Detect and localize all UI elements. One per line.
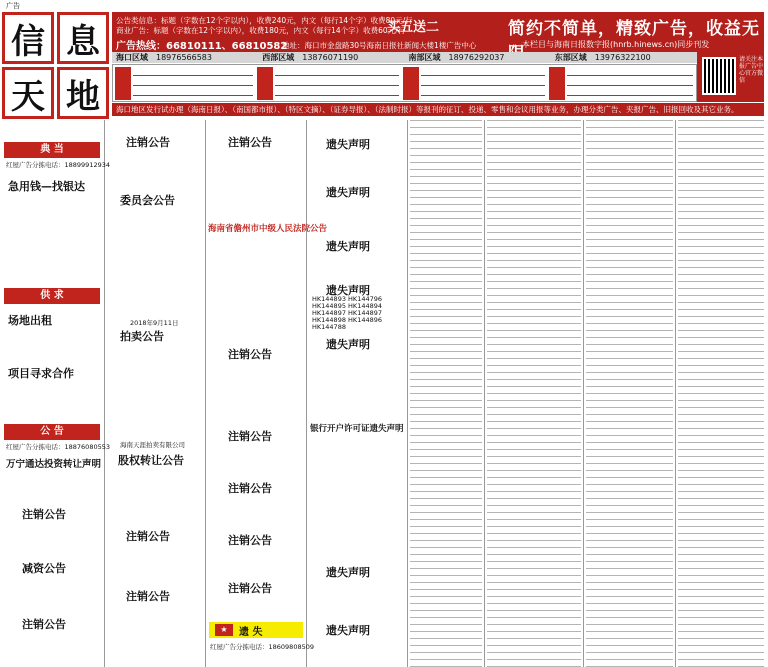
slogan: 简约不简单，精致广告，收益无: [508, 19, 760, 39]
pricing-line-commercial: 商业广告：标题（字数在12个字以内），收费180元，内文（每行14个字）收费60元/行: [116, 26, 406, 35]
ad-tag: 广告: [6, 2, 20, 10]
classified-column-7: [586, 120, 673, 667]
ad-headline-capital-reduction: 减资公告: [22, 562, 66, 575]
ad-headline-venue: 场地出租: [8, 314, 52, 327]
ad-headline-cancel-1b: 注销公告: [22, 618, 66, 631]
logo-char-1: 信: [2, 12, 54, 64]
agent-directory: [112, 64, 697, 102]
pricing-banner: [112, 12, 764, 52]
district-east: 东部区域 13976322100: [554, 53, 651, 62]
district-west: 西部区域 13876071190: [262, 53, 359, 62]
ad-headline-cancel-2c: 注销公告: [126, 590, 170, 603]
ad-headline-lost-4g: 遗失声明: [326, 624, 370, 637]
district-phone-row: [112, 52, 697, 63]
lost-section-banner: [209, 622, 303, 638]
ad-headline-equity-transfer: 万宁通达投资转让声明: [6, 459, 102, 470]
directory-tag-2: [257, 67, 273, 100]
ad-headline-lost-4c: 遗失声明: [326, 240, 370, 253]
classified-column-5: [410, 120, 482, 667]
section-gonggao: 公 告: [4, 424, 100, 440]
pricing-line-notice: 公告类信息：标题（字数在12个字以内），收费240元，内文（每行14个字）收费80元/行: [116, 16, 413, 25]
distribution-bar: 海口地区发行试办理（海南日报）、（南国都市报）、（特区文摘）、（证券导报）、（法制时报）等报刊的征订、投递、零售和会议用报等业务，办理分类广告、夹报广告、旧报回收及其它业务。: [112, 103, 764, 116]
section-gongqiu: 供 求: [4, 288, 100, 304]
section-dian: 典 当: [4, 142, 100, 158]
ad-headline-cancel-3d: 注销公告: [228, 482, 272, 495]
ad-headline-lost-4a: 遗失声明: [326, 138, 370, 151]
section-dian-phone: 红屋广告分拣电话：18899912934: [6, 161, 110, 169]
district-south: 南部区域 18976292037: [408, 53, 505, 62]
section-gonggao-phone: 红屋广告分拣电话：18876080553: [6, 443, 110, 451]
ad-headline-loan: 急用钱—找银达: [8, 180, 85, 193]
ad-headline-auction: 拍卖公告: [120, 330, 164, 343]
directory-tag-4: [549, 67, 565, 100]
website-note: 本栏目与海南日报数字报(hnrb.hinews.cn)同步刊发: [522, 40, 710, 49]
wechat-qr-block: [697, 52, 764, 102]
ad-headline-cancel-3e: 注销公告: [228, 534, 272, 547]
ad-headline-cancel-2a: 注销公告: [126, 136, 170, 149]
ad-headline-lost-4e: 遗失声明: [326, 338, 370, 351]
ad-headline-cancel-1a: 注销公告: [22, 508, 66, 521]
logo-char-2: 息: [57, 12, 109, 64]
logo-char-4: 地: [57, 67, 109, 119]
qr-caption: 请关注本报广告中心官方微信: [739, 56, 764, 84]
office-address: 地址：海口市金盘路30号海南日报社新闻大楼1楼广告中心: [282, 41, 477, 50]
directory-tag-3: [403, 67, 419, 100]
district-haikou: 海口区域 18976566583: [116, 53, 212, 62]
qr-code-icon: [702, 57, 736, 95]
ad-headline-cancel-3a: 注销公告: [228, 136, 272, 149]
hk-code-list: HK144893 HK144796 HK144895 HK144894 HK144897 HK144897 HK144898 HK144896 HK144788: [312, 295, 383, 331]
directory-tag-1: [115, 67, 131, 100]
section-yishi: 遗 失: [239, 627, 263, 638]
lost-icon: ★: [215, 624, 233, 636]
logo-char-3: 天: [2, 67, 54, 119]
ad-headline-court-notice: 海南省儋州市中级人民法院公告: [208, 224, 328, 234]
auction-issuer: 海南天涯拍卖有限公司: [120, 441, 185, 449]
ad-hotline: 广告热线：66810111、66810582: [116, 41, 288, 52]
ad-headline-lost-4d: 遗失声明: [326, 284, 370, 297]
masthead-logo: [2, 12, 110, 120]
ad-headline-cancel-2b: 注销公告: [126, 530, 170, 543]
ad-headline-bank-permit: 银行开户许可证遗失声明: [310, 424, 404, 434]
ad-headline-cancel-3c: 注销公告: [228, 430, 272, 443]
classified-column-6: [487, 120, 581, 667]
classified-column-8: [678, 120, 764, 667]
ad-headline-lost-4f: 遗失声明: [326, 566, 370, 579]
ad-headline-cancel-3f: 注销公告: [228, 582, 272, 595]
notice-date: 2018年9月11日: [130, 319, 179, 327]
ad-headline-lost-4b: 遗失声明: [326, 186, 370, 199]
ad-headline-project: 项目寻求合作: [8, 367, 74, 380]
ad-headline-committee: 委员会公告: [120, 194, 175, 207]
ad-headline-share-transfer: 股权转让公告: [118, 454, 184, 467]
section-yishi-phone: 红屋广告分拣电话：18609808509: [210, 643, 314, 651]
ad-headline-cancel-3b: 注销公告: [228, 348, 272, 361]
promo-text: 买五送二: [387, 20, 440, 35]
